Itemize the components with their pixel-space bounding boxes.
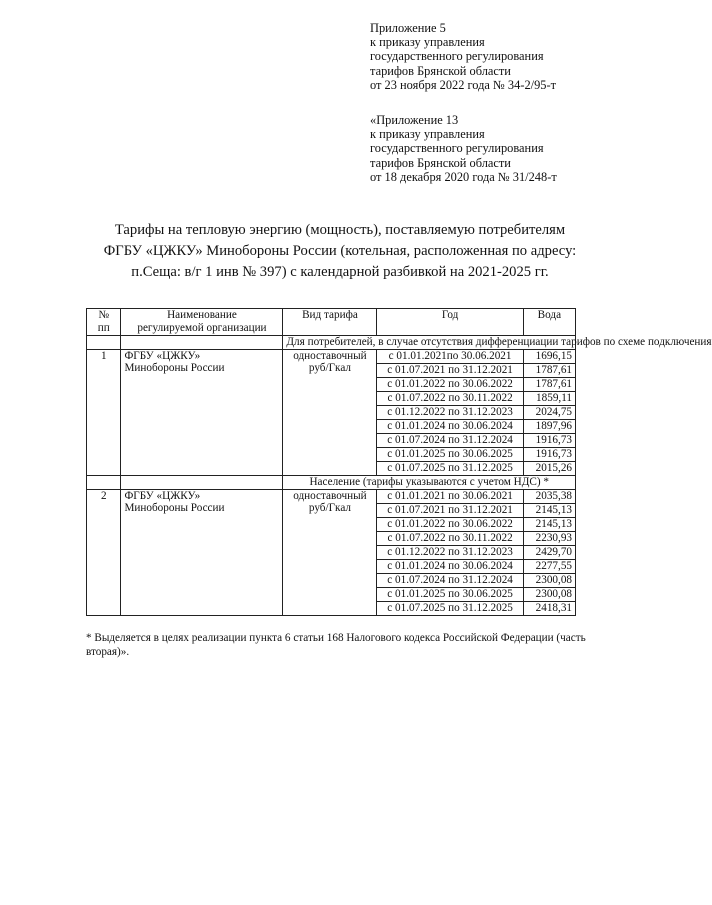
water-value-cell: 2230,93 <box>523 531 575 545</box>
tariff-type-line: одноставочный <box>293 349 367 362</box>
appendix-line: Приложение 5 <box>370 21 446 35</box>
table-row <box>87 489 576 503</box>
consumers-note: Для потребителей, в случае отсутствия дифференциации тарифов по схеме подключения <box>283 335 576 349</box>
water-value-cell: 1859,11 <box>523 391 575 405</box>
tariff-type-line: одноставочный <box>293 489 367 502</box>
header-name <box>121 309 283 336</box>
row-number: 2 <box>87 489 121 615</box>
title-line: Тарифы на тепловую энергию (мощность), поставляемую потребителям <box>114 222 566 238</box>
header-name-line: Наименование <box>167 309 237 321</box>
population-note-row <box>87 475 576 489</box>
empty-cell <box>87 335 121 349</box>
appendix-line: к приказу управления <box>370 127 485 142</box>
period-cell: с 01.01.2025 по 30.06.2025 <box>377 587 523 601</box>
organization-name <box>121 349 283 475</box>
appendix-line: тарифов Брянской области <box>370 63 511 78</box>
period-cell: с 01.12.2022 по 31.12.2023 <box>377 545 523 559</box>
water-value-cell: 2300,08 <box>523 573 575 587</box>
period-cell: с 01.07.2021 по 31.12.2021 <box>377 503 523 517</box>
header-no-line: № <box>98 309 110 321</box>
water-value-cell: 2300,08 <box>523 587 575 601</box>
period-cell: с 01.01.2021по 30.06.2021 <box>377 349 523 363</box>
water-value-cell: 1696,15 <box>523 349 575 363</box>
table-row <box>87 349 576 363</box>
header-no-line: пп <box>97 321 110 334</box>
header-no <box>87 309 121 336</box>
water-value-cell: 1916,73 <box>523 447 575 461</box>
empty-cell <box>121 475 283 489</box>
water-value-cell: 1787,61 <box>523 363 575 377</box>
org-name-line: Минобороны России <box>124 362 225 375</box>
period-cell: с 01.07.2025 по 31.12.2025 <box>377 601 523 615</box>
tariff-type <box>283 489 377 615</box>
period-cell: с 01.01.2024 по 30.06.2024 <box>377 419 523 433</box>
water-value-cell: 2145,13 <box>523 503 575 517</box>
appendix-current-header <box>370 21 556 92</box>
header-year: Год <box>377 309 523 336</box>
title-line: ФГБУ «ЦЖКУ» Минобороны России (котельная, расположенная по адресу: <box>103 243 577 259</box>
period-cell: с 01.01.2025 по 30.06.2025 <box>377 447 523 461</box>
period-cell: с 01.07.2021 по 31.12.2021 <box>377 363 523 377</box>
empty-cell <box>87 475 121 489</box>
period-cell: с 01.07.2025 по 31.12.2025 <box>377 461 523 475</box>
tariffs-table <box>86 308 712 616</box>
water-value-cell: 2429,70 <box>523 545 575 559</box>
header-type: Вид тарифа <box>283 309 377 336</box>
footnote: * Выделяется в целях реализации пункта 6 статьи 168 Налогового кодекса Российской Федерации (часть вторая)». <box>86 632 586 658</box>
population-note: Население (тарифы указываются с учетом НДС) * <box>283 475 576 489</box>
title-line: п.Сеща: в/г 1 инв № 397) с календарной разбивкой на 2021-2025 гг. <box>131 264 549 280</box>
water-value-cell: 1897,96 <box>523 419 575 433</box>
period-cell: с 01.01.2024 по 30.06.2024 <box>377 559 523 573</box>
org-name-line: ФГБУ «ЦЖКУ» <box>124 349 201 362</box>
period-cell: с 01.07.2022 по 30.11.2022 <box>377 531 523 545</box>
empty-cell <box>121 335 283 349</box>
water-value-cell: 2418,31 <box>523 601 575 615</box>
org-name-line: ФГБУ «ЦЖКУ» <box>124 489 201 502</box>
water-value-cell: 1787,61 <box>523 377 575 391</box>
appendix-line: к приказу управления <box>370 35 485 50</box>
appendix-line: государственного регулирования <box>370 49 544 64</box>
appendix-line: от 23 ноября 2022 года № 34-2/95-т <box>370 77 557 92</box>
period-cell: с 01.01.2022 по 30.06.2022 <box>377 517 523 531</box>
appendix-line: государственного регулирования <box>370 141 544 156</box>
appendix-line: от 18 декабря 2020 года № 31/248-т <box>370 169 557 184</box>
water-value-cell: 2145,13 <box>523 517 575 531</box>
organization-name <box>121 489 283 615</box>
water-value-cell: 1916,73 <box>523 433 575 447</box>
water-value-cell: 2035,38 <box>523 489 575 503</box>
tariff-type-line: руб/Гкал <box>308 362 351 375</box>
water-value-cell: 2277,55 <box>523 559 575 573</box>
org-name-line: Минобороны России <box>124 502 225 515</box>
tariff-type-line: руб/Гкал <box>308 502 351 515</box>
period-cell: с 01.01.2021 по 30.06.2021 <box>377 489 523 503</box>
period-cell: с 01.07.2024 по 31.12.2024 <box>377 433 523 447</box>
table-header-row <box>87 309 576 336</box>
row-number: 1 <box>87 349 121 475</box>
period-cell: с 01.12.2022 по 31.12.2023 <box>377 405 523 419</box>
appendix-original-header <box>370 113 557 184</box>
header-water: Вода <box>523 309 575 336</box>
appendix-line: «Приложение 13 <box>370 113 459 127</box>
period-cell: с 01.01.2022 по 30.06.2022 <box>377 377 523 391</box>
consumers-note-row <box>87 335 576 349</box>
header-name-line: регулируемой организации <box>137 321 267 334</box>
document-title <box>70 220 610 283</box>
water-value-cell: 2015,26 <box>523 461 575 475</box>
appendix-line: тарифов Брянской области <box>370 155 511 170</box>
tariff-type <box>283 349 377 475</box>
period-cell: с 01.07.2024 по 31.12.2024 <box>377 573 523 587</box>
period-cell: с 01.07.2022 по 30.11.2022 <box>377 391 523 405</box>
water-value-cell: 2024,75 <box>523 405 575 419</box>
